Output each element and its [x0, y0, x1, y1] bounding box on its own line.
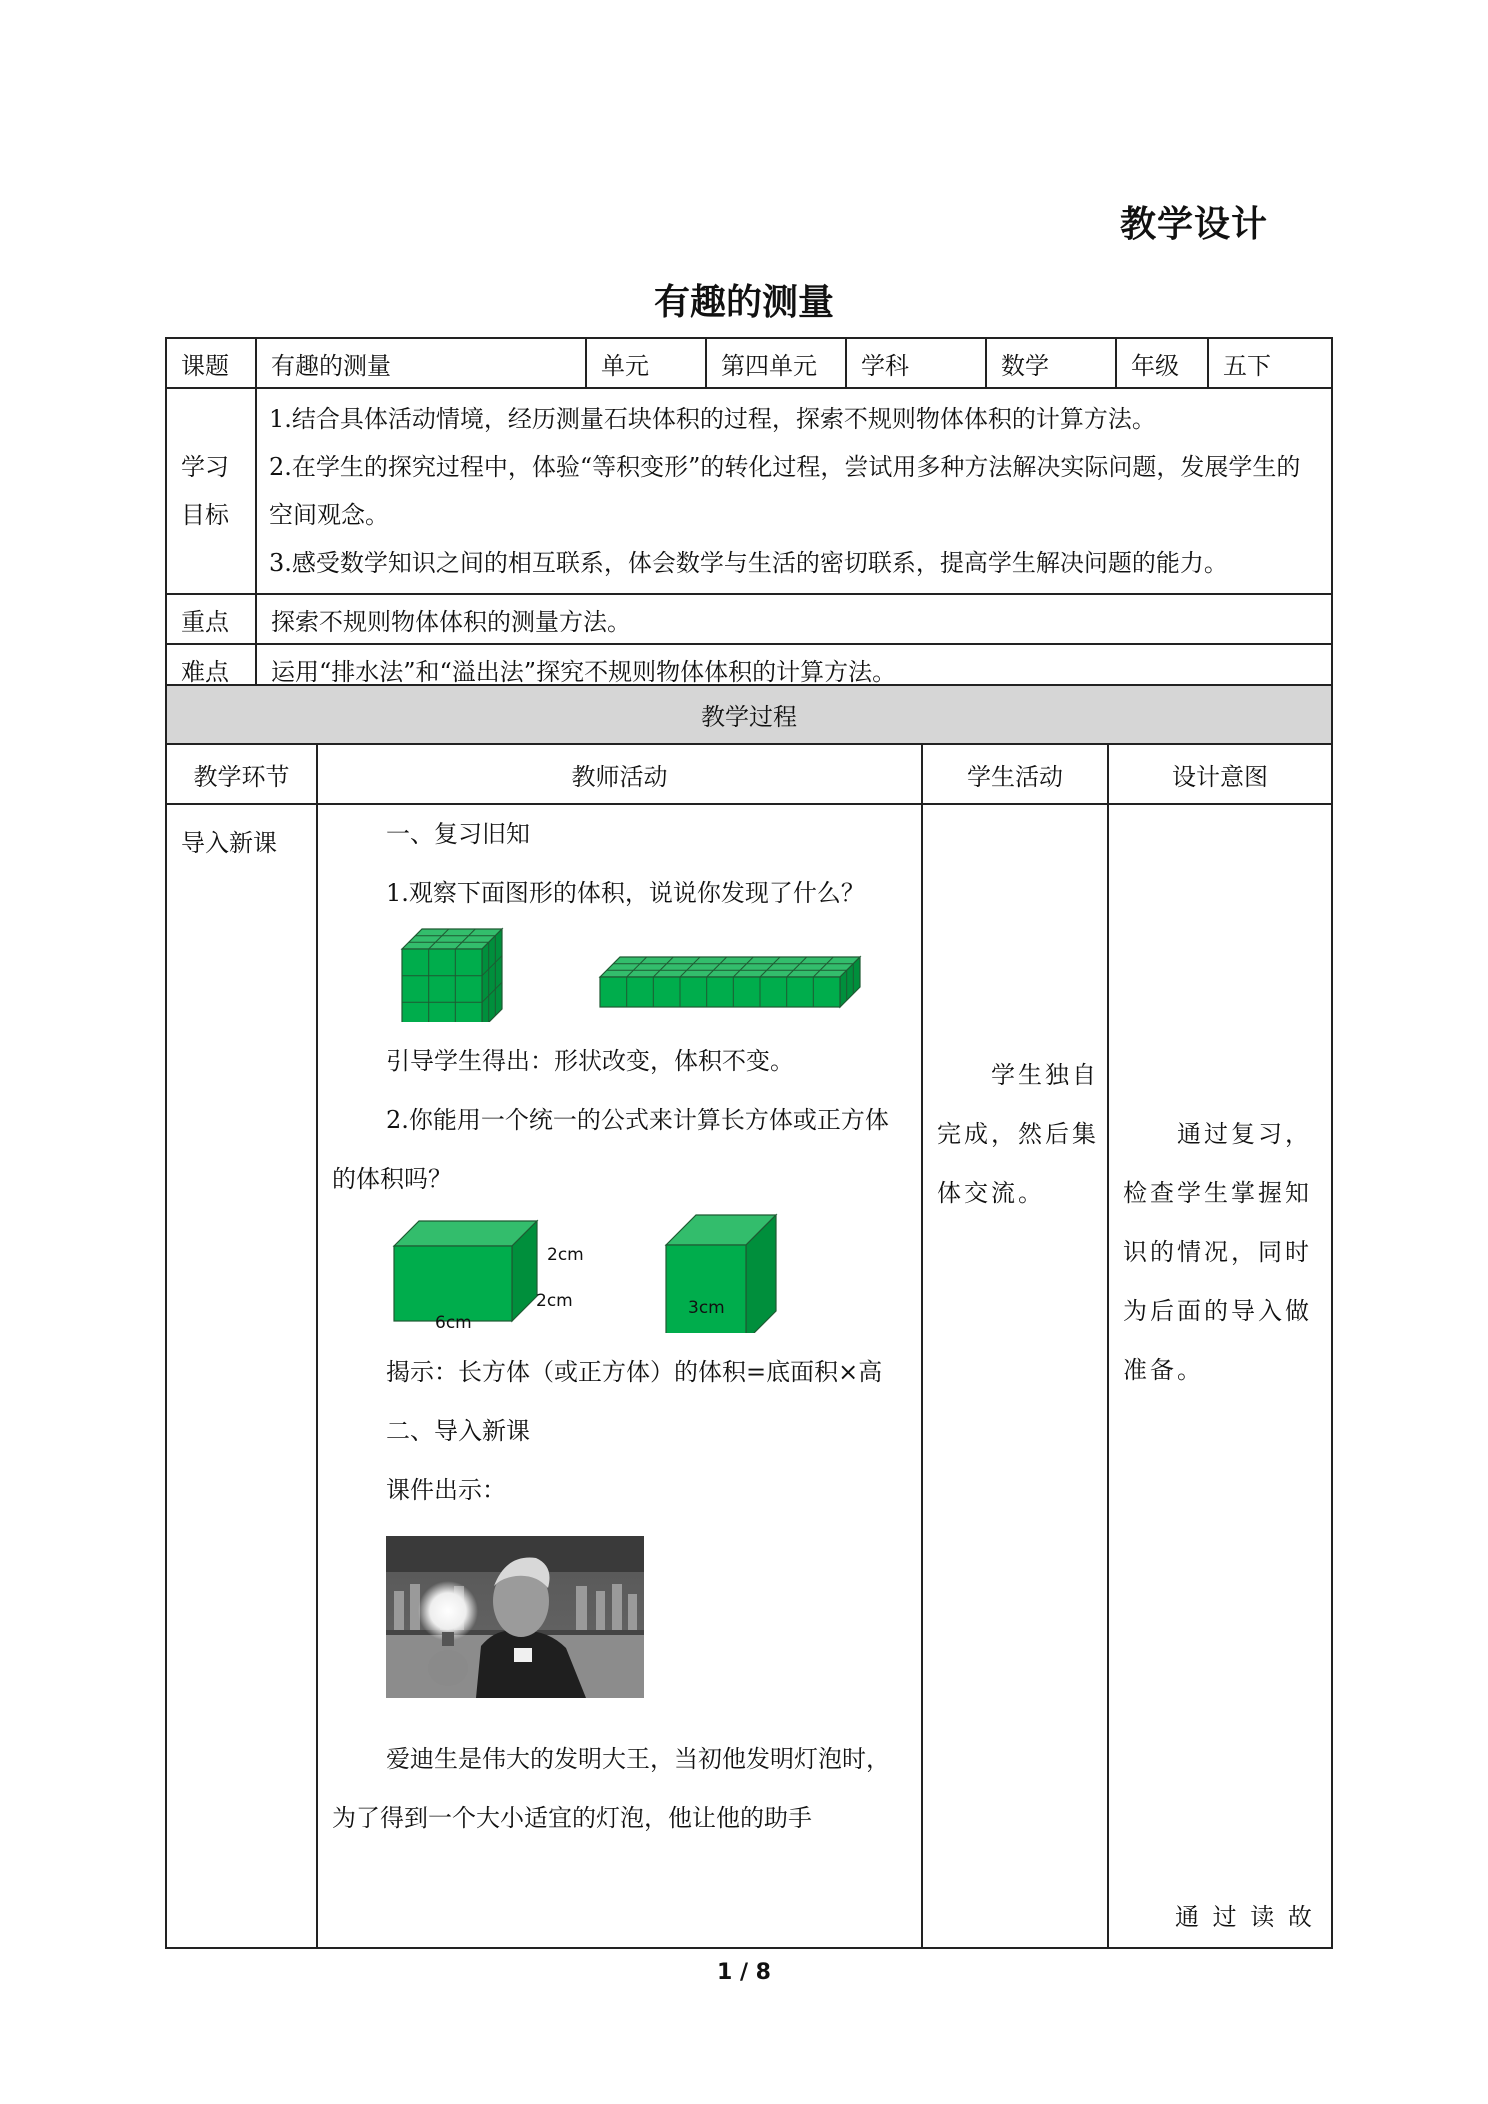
edison-photo [332, 1530, 911, 1720]
goal-item: 3.感受数学知识之间的相互联系，体会数学与生活的密切联系，提高学生解决问题的能力。 [269, 549, 1228, 577]
figure-unit-cubes [332, 927, 911, 1022]
design-intent-cell [1108, 804, 1332, 1948]
process-section-title: 教学过程 [166, 685, 1332, 744]
page-title: 有趣的测量 [653, 282, 834, 323]
key-point-label: 重点 [166, 594, 256, 644]
goal-item: 1.结合具体活动情境，经历测量石块体积的过程，探索不规则物体体积的计算方法。 [269, 405, 1156, 433]
slab-9x3-icon [600, 957, 860, 1007]
teacher-activity-cell [317, 804, 922, 1948]
courseware-label: 课件出示： [386, 1476, 506, 1504]
grade-value: 五下 [1208, 338, 1332, 388]
info-row-basic [166, 338, 1332, 388]
cuboid-icon [394, 1221, 537, 1321]
edison-lightbulb-image [386, 1536, 644, 1698]
difficulty-value: 运用“排水法”和“溢出法”探究不规则物体体积的计算方法。 [256, 644, 1332, 694]
column-header-student: 学生活动 [922, 744, 1108, 804]
story-paragraph: 爱迪生是伟大的发明大王，当初他发明灯泡时，为了得到一个大小适宜的灯泡，他让他的助手 [332, 1745, 890, 1832]
question-1-conclusion: 引导学生得出：形状改变，体积不变。 [386, 1047, 794, 1075]
topic-value: 有趣的测量 [256, 338, 586, 388]
design-intent-continued: 通 过 读 故 [1175, 1903, 1315, 1931]
subject-value: 数学 [986, 338, 1116, 388]
cube-3x3-icon [402, 929, 502, 1022]
cuboid-height-label: 2cm [547, 1245, 584, 1265]
goal-item: 2.在学生的探究过程中，体验“等积变形”的转化过程，尝试用多种方法解决实际问题，发展学生的空间观念。 [269, 453, 1301, 529]
stage-cell: 导入新课 [166, 804, 317, 1948]
process-column-headers [166, 744, 1332, 804]
grade-label: 年级 [1116, 338, 1208, 388]
cube-edge-label: 3cm [688, 1298, 725, 1318]
cube-stack-figure [332, 927, 932, 1022]
student-activity-text: 学生独自完成，然后集体交流。 [937, 1061, 1099, 1207]
process-table [165, 684, 1333, 1949]
info-row-key-point [166, 594, 1332, 644]
column-header-stage: 教学环节 [166, 744, 317, 804]
question-1: 1.观察下面图形的体积，说说你发现了什么？ [386, 879, 865, 907]
unit-value: 第四单元 [706, 338, 846, 388]
info-table [165, 337, 1333, 695]
document-type: 教学设计 [1120, 204, 1269, 245]
subject-label: 学科 [846, 338, 986, 388]
cuboid-cube-figure [332, 1213, 932, 1333]
column-header-teacher: 教师活动 [317, 744, 922, 804]
goals-content [256, 388, 1332, 594]
info-row-goals [166, 388, 1332, 594]
goals-label-line2: 目标 [181, 501, 229, 529]
difficulty-label: 难点 [166, 644, 256, 694]
intro-heading: 二、导入新课 [386, 1417, 530, 1445]
student-activity-cell [922, 804, 1108, 1948]
question-2: 2.你能用一个统一的公式来计算长方体或正方体的体积吗？ [332, 1106, 889, 1193]
column-header-intent: 设计意图 [1108, 744, 1332, 804]
review-heading: 一、复习旧知 [386, 820, 530, 848]
goals-label-line1: 学习 [181, 453, 229, 481]
topic-label: 课题 [166, 338, 256, 388]
figure-cuboid-and-cube [332, 1213, 911, 1333]
cuboid-width-label: 2cm [536, 1291, 573, 1311]
page-number: 1 / 8 [717, 1960, 771, 1985]
key-point-value: 探索不规则物体体积的测量方法。 [256, 594, 1332, 644]
goals-label [166, 388, 256, 594]
unit-label: 单元 [586, 338, 706, 388]
formula-reveal: 揭示：长方体（或正方体）的体积=底面积×高 [386, 1358, 883, 1386]
process-row-intro [166, 804, 1332, 1948]
design-intent-text: 通过复习，检查学生掌握知识的情况，同时为后面的导入做准备。 [1123, 1120, 1312, 1384]
cuboid-length-label: 6cm [435, 1313, 472, 1333]
